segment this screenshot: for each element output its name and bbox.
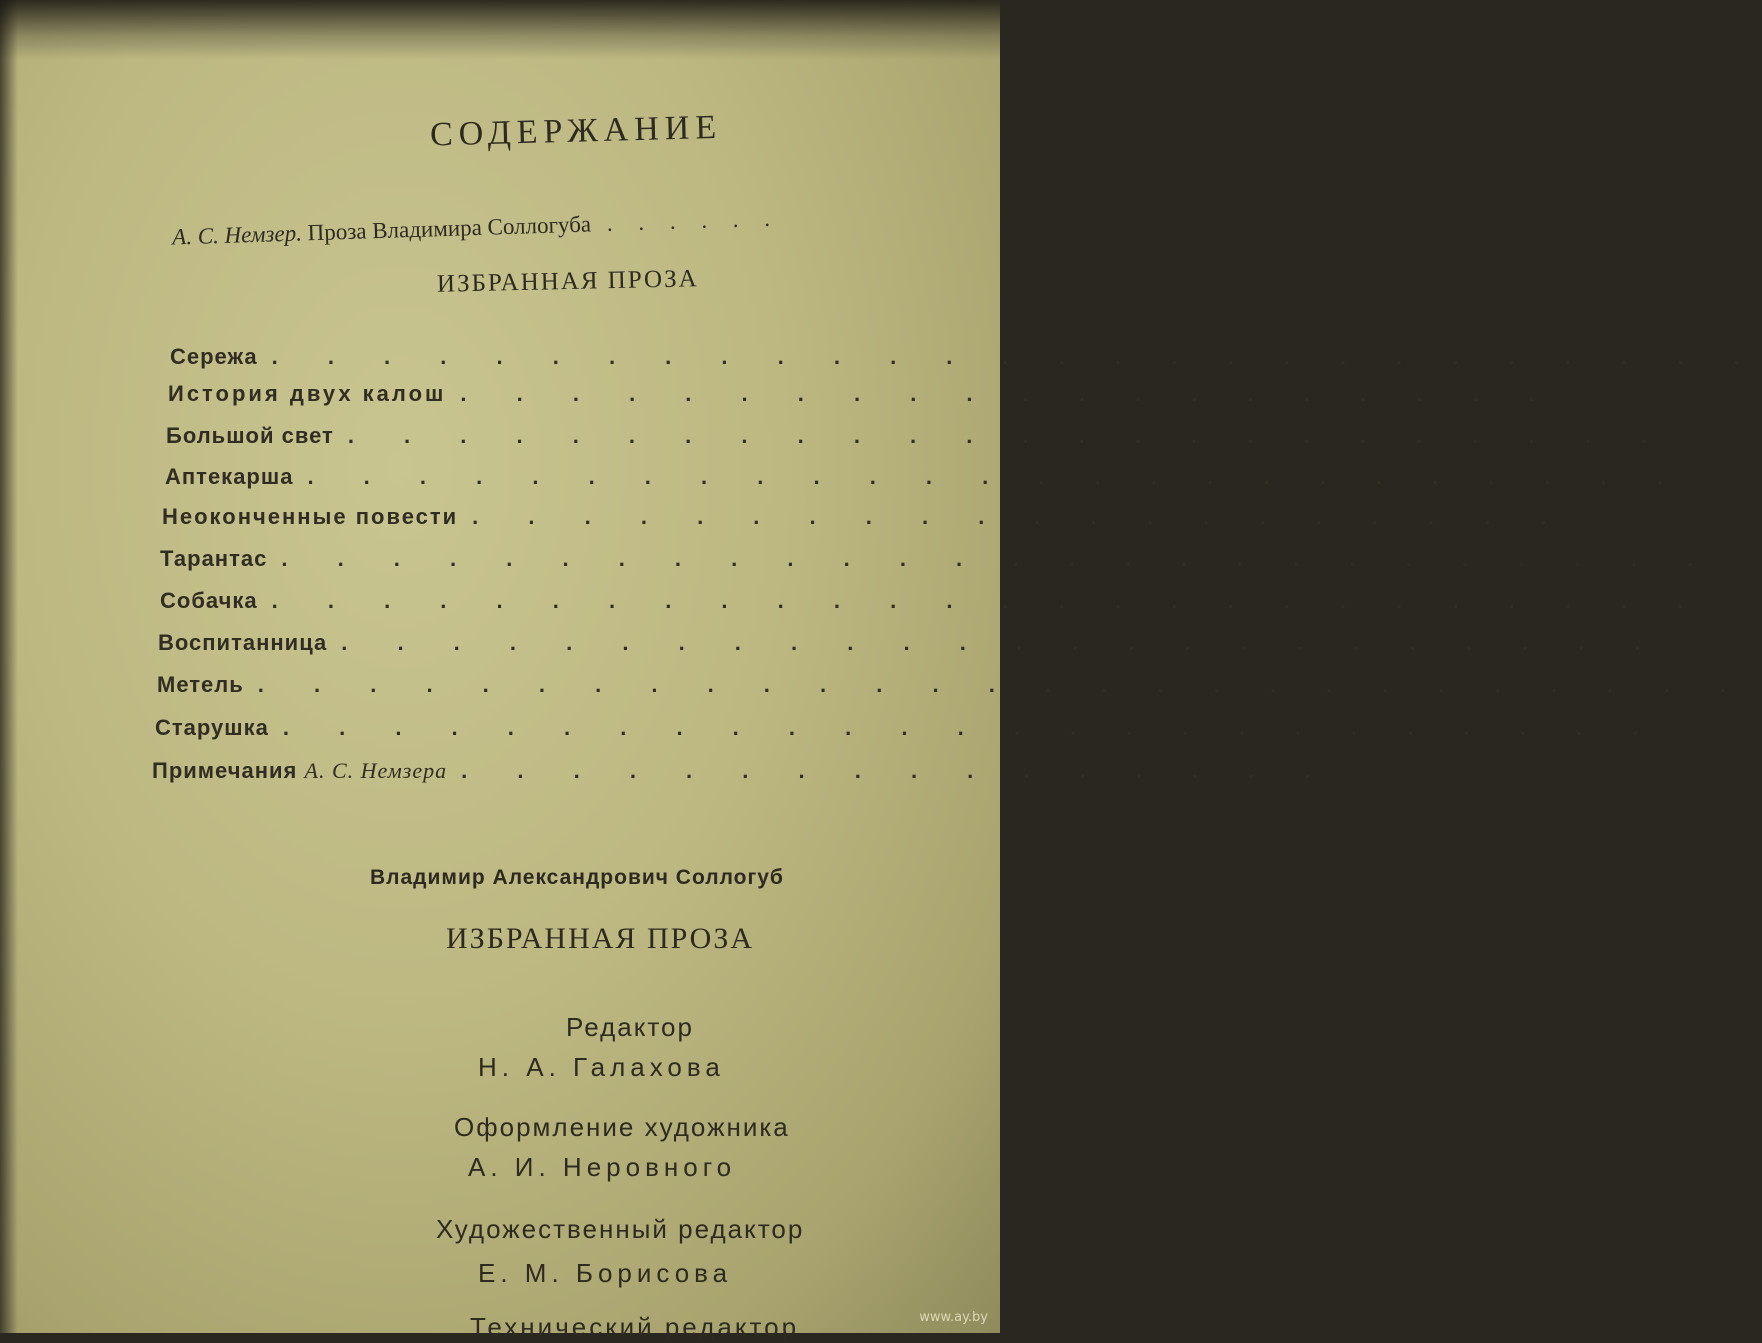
dot-leader: . . . . . . . . . . . . . . . . . . . . <box>472 504 1569 529</box>
dot-leader: . . . . . . . . . . . . . . . . . . . . . . . . . . . <box>257 672 1748 697</box>
intro-author: А. С. Немзер. <box>171 220 303 250</box>
top-shadow <box>0 0 1000 60</box>
dot-leader: . . . . . . . . . . . . . . . . . . . . . . . . . <box>282 715 1661 740</box>
design-name: А. И. Неровного <box>468 1152 737 1182</box>
dot-leader: . . . . . . . . . . . . . . . . . . . . . . . . . . <box>281 546 1716 571</box>
toc-item-label: Аптекарша <box>165 464 294 489</box>
toc-item <box>160 546 1715 572</box>
toc-item-label: Тарантас <box>160 546 268 571</box>
intro-entry <box>172 199 972 250</box>
colophon-author: Владимир Александрович Соллогуб <box>370 866 784 889</box>
section-title: ИЗБРАННАЯ ПРОЗА <box>436 265 699 298</box>
dot-leader: . . . . . . . . . . . . . . . . . . . . . . . . . . <box>271 588 1706 613</box>
editor-name: Н. А. Галахова <box>478 1052 725 1082</box>
editor-role: Редактор <box>566 1012 694 1042</box>
toc-item <box>157 672 1748 698</box>
design-role: Оформление художника <box>454 1112 790 1142</box>
toc-item-author: А. С. Немзера <box>304 758 448 783</box>
art-editor-role: Художественный редактор <box>436 1214 805 1244</box>
toc-item-label: Большой свет <box>166 423 334 448</box>
watermark: www.ay.by <box>919 1310 988 1325</box>
dot-leader: . . . . . . . . . . . . . . . . . . . . . . . . . . . <box>271 344 1762 369</box>
dot-leader: . . . . . . . . . . . . . . . . . . . . <box>460 381 1557 406</box>
cutoff-line: Технический редактор <box>470 1312 800 1342</box>
toc-item-label: Неоконченные повести <box>162 504 459 529</box>
toc-item <box>162 504 1569 530</box>
toc-item <box>168 381 1557 407</box>
art-editor-name: Е. М. Борисова <box>478 1258 733 1288</box>
dot-leader: . . . . . . . . . . . . . . . . <box>461 758 1333 783</box>
toc-item-label: Метель <box>157 672 244 697</box>
toc-item <box>155 715 1660 741</box>
toc-item <box>170 344 1762 370</box>
dot-leader: . . . . . . . . . . . . . . . . . . . . . . . . . <box>307 464 1685 489</box>
toc-item <box>158 630 1663 656</box>
dot-leader: . . . . . . . . . . . . . . . . . . . . . . . . <box>347 423 1670 448</box>
toc-item-label: Старушка <box>155 715 269 740</box>
toc-item-label: Примечания <box>152 758 298 783</box>
colophon-title: ИЗБРАННАЯ ПРОЗА <box>446 922 755 955</box>
toc-item <box>160 588 1705 614</box>
toc-item <box>165 464 1685 490</box>
toc-item <box>152 758 1333 784</box>
dot-leader: . . . . . . <box>606 205 781 236</box>
toc-item-label: Сережа <box>170 344 258 369</box>
intro-title: Проза Владимира Соллогуба <box>307 211 592 246</box>
left-shadow <box>0 0 18 1333</box>
toc-item <box>166 423 1669 449</box>
toc-item-label: История двух калош <box>168 381 447 406</box>
contents-heading: СОДЕРЖАНИЕ <box>429 108 723 154</box>
toc-item-label: Собачка <box>160 588 258 613</box>
dot-leader: . . . . . . . . . . . . . . . . . . . . . . . . <box>341 630 1663 655</box>
toc-item-label: Воспитанница <box>158 630 328 655</box>
